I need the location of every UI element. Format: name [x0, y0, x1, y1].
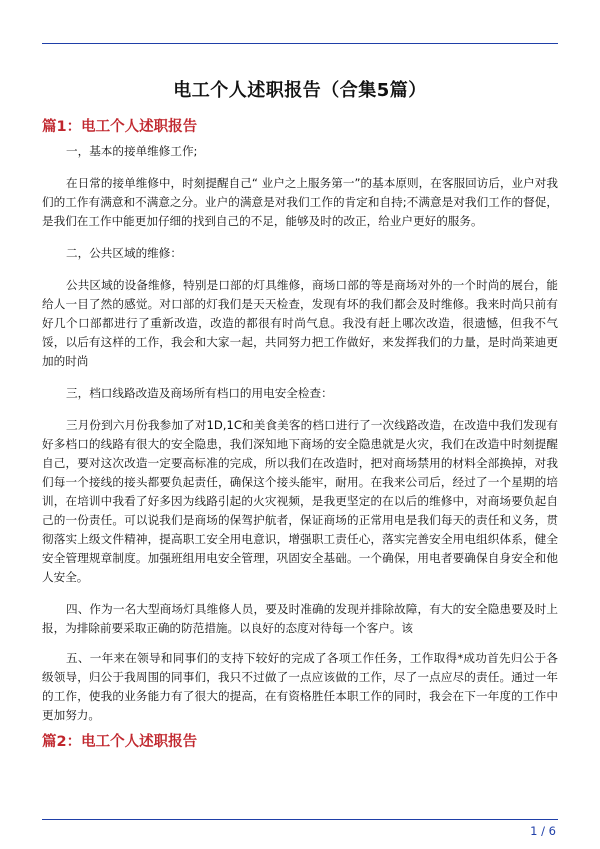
page-number: 1 / 6 [530, 824, 556, 838]
document-body [42, 142, 558, 738]
paragraph: 在日常的接单维修中，时刻提醒自己“ 业户之上服务第一”的基本原则，在客服回访后，业户对我们的工作有满意和不满意之分。业户的满意是对我们工作的肯定和自持;不满意是对我们工作的督促，是我们在工作中能更加仔细的找到自己的不足，能够及时的改正，给业户更好的服务。 [42, 176, 558, 228]
subheading-3: 三，档口线路改造及商场所有档口的用电安全检查： [66, 386, 333, 400]
document-title: 电工个人述职报告（合集5篇） [173, 80, 427, 101]
subheading-2: 二，公共区域的维修： [66, 246, 182, 260]
paragraph: 公共区域的设备维修，特别是口部的灯具维修，商场口部的等是商场对外的一个时尚的展台，能给人一目了然的感觉。对口部的灯我们是天天检查，发现有坏的我们都会及时维修。我来时尚只前有好几个口部都进行了重新改造，改造的都很有时尚气息。我没有赶上哪次改造，很遗憾，但我不气馁，以后有这样的工作，我会和大家一起，共同努力把工作做好，来发挥我们的力量，是时尚莱迪更加的时尚 [42, 278, 558, 368]
paragraph: 三月份到六月份我参加了对1D,1C和美食美客的档口进行了一次线路改造，在改造中我们发现有好多档口的线路有很大的安全隐患，我们深知地下商场的安全隐患就是火灾，我们在改造中时刻提醒自己，要对这次改造一定要高标准的完成，所以我们在改造时，把对商场禁用的材料全部换掉，对我们每一个接线的接头都要负起责任，确保这个接头能牢，耐用。在我来公司后，经过了一个星期的培训，在培训中我看了好多因为线路引起的火灾视频，是我更坚定的在以后的维修中，对商场要负起自己的一份责任。可以说我们是商场的保驾护航者，保证商场的正常用电是我们每天的责任和义务，贯彻落实上级文件精神，提高职工安全用电意识，增强职工责任心，落实完善安全用电组织体系，健全安全管理规章制度。加强班组用电安全管理，巩固安全基础。一个确保，用电者要确保自身安全和他人安全。 [42, 418, 558, 584]
bottom-rule [42, 819, 558, 820]
top-rule [42, 43, 558, 44]
section-heading-1: 篇1：电工个人述职报告 [42, 119, 198, 135]
paragraph: 四、作为一名大型商场灯具维修人员，要及时准确的发现并排除故障，有大的安全隐患要及时上报，为排除前要采取正确的防范措施。以良好的态度对待每一个客户。该 [42, 602, 558, 635]
section-heading-2: 篇2：电工个人述职报告 [42, 734, 198, 750]
subheading-1: 一，基本的接单维修工作; [66, 144, 198, 158]
paragraph: 五、一年来在领导和同事们的支持下较好的完成了各项工作任务，工作取得*成功首先归公于各级领导，归公于我周围的同事们，我只不过做了一点应该做的工作，尽了一点应尽的责任。通过一年的工作，使我的业务能力有了很大的提高，在有资格胜任本职工作的同时，我会在下一年度的工作中更加努力。 [42, 651, 558, 722]
